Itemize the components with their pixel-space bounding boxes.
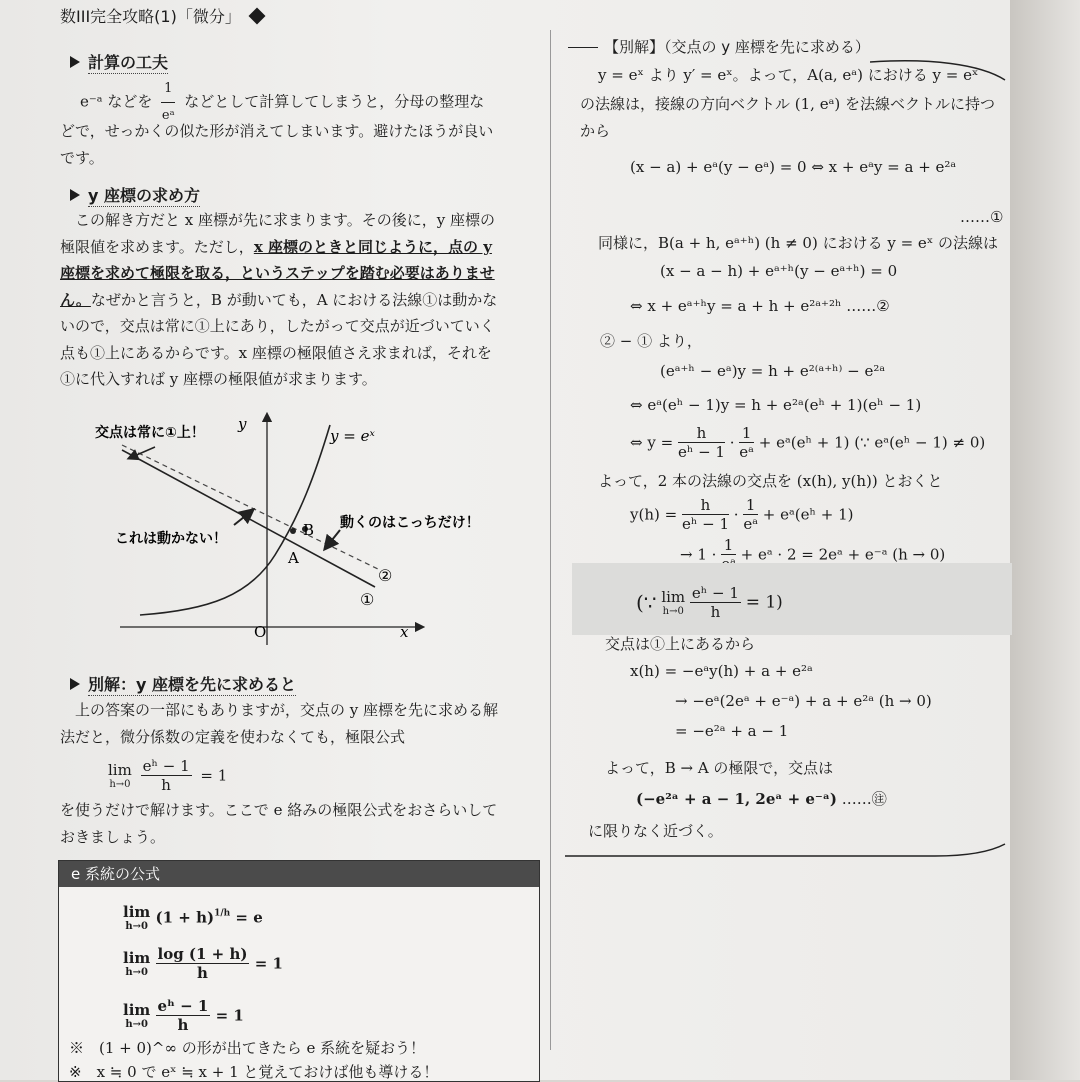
- section-alt-solution-heading: [70, 672, 296, 695]
- triangle-bullet-icon: [70, 189, 80, 201]
- frac-num: h: [678, 424, 725, 443]
- text-line: ①に代入すれば y 座標の極限値が求まります。: [60, 370, 377, 388]
- callout1-arrow: [132, 447, 155, 457]
- rhs: = 1: [200, 766, 228, 785]
- callout-fixed-line: これは動かない！: [115, 531, 227, 547]
- answer-line: [636, 788, 887, 809]
- header-text: 【別解】（交点の y 座標を先に求める）: [604, 38, 870, 56]
- lim: lim: [123, 949, 151, 967]
- frac-den: h: [197, 964, 208, 982]
- equation-1-tag: ……①: [960, 208, 1004, 226]
- fraction: [682, 496, 729, 533]
- right-line-1: y = eˣ より y′ = eˣ。よって，A(a, eᵃ) における y = eˣ: [598, 66, 979, 84]
- point-b-label: B: [303, 521, 315, 539]
- page-header: [60, 4, 263, 27]
- equation-6: [630, 424, 985, 461]
- text-line: どで，せっかくの似た形が消えてしまいます。避けたほうが良い: [60, 122, 494, 140]
- y-axis-label: y: [238, 415, 247, 433]
- hint-formula: [636, 584, 783, 621]
- eq-text: ⇔ x + eᵃ⁺ʰy = a + h + e²ᵃ⁺²ʰ: [630, 297, 842, 315]
- equation-4: (eᵃ⁺ʰ − eᵃ)y = h + e²⁽ᵃ⁺ʰ⁾ − e²ᵃ: [660, 362, 886, 380]
- lim-op: [108, 761, 132, 790]
- callout-moving-line: 動くのはこっちだけ！: [340, 515, 480, 531]
- section-title: 計算の工夫: [88, 53, 169, 72]
- lim: lim: [661, 588, 686, 606]
- box-title: e 系統の公式: [59, 861, 539, 887]
- header-rule: [568, 47, 598, 48]
- line1-label: ①: [360, 590, 375, 609]
- rhs: = e: [235, 908, 263, 927]
- equation-1: (x − a) + eᵃ(y − eᵃ) = 0 ⇔ x + eᵃy = a + e²ᵃ: [630, 158, 957, 176]
- equation-9: x(h) = −eᵃy(h) + a + e²ᵃ: [630, 662, 813, 680]
- text: 極限値を求めます。ただし，: [60, 237, 254, 256]
- lim-sub: h→0: [125, 967, 148, 978]
- emphasis: x 座標のときと同じように，点の y: [253, 237, 492, 256]
- base: (1 + h): [155, 908, 215, 927]
- frac-den: eᵃ: [739, 443, 754, 461]
- formula-3: [123, 997, 244, 1034]
- right-line-7: 交点は①上にあるから: [605, 635, 756, 653]
- eq-post: + eᵃ(eʰ + 1) (∵ eᵃ(eʰ − 1) ≠ 0): [758, 433, 986, 452]
- lim-op: [123, 949, 150, 978]
- normal-line-1: [122, 450, 375, 587]
- frac-num: eʰ − 1: [157, 997, 209, 1015]
- lim: lim: [123, 903, 151, 921]
- answer-tag: ……㊟: [841, 790, 887, 808]
- line2-label: ②: [378, 566, 393, 585]
- callout3-arrow: [328, 530, 340, 545]
- formula-1: [123, 903, 263, 932]
- section-title: 別解：y 座標を先に求めると: [88, 675, 297, 694]
- right-line-3: から: [580, 122, 611, 140]
- x-axis-label: x: [400, 623, 409, 641]
- frac-num: 1: [161, 76, 175, 103]
- normal-lines-graph: [60, 405, 540, 650]
- fraction: [678, 424, 725, 461]
- text: e⁻ᵃ などを: [80, 92, 153, 111]
- dot: ·: [733, 505, 739, 524]
- frac-num: eʰ − 1: [142, 757, 190, 775]
- text-line: です。: [60, 148, 104, 167]
- text-line: いので，交点は常に①上にあり，したがって交点が近づいていく: [60, 317, 495, 335]
- section-calc-tips-heading: [70, 50, 168, 73]
- page-edge: [1010, 0, 1080, 1080]
- frac-den: eʰ − 1: [677, 443, 725, 461]
- frac-den: eᵃ: [743, 515, 758, 533]
- lim-sub: h→0: [109, 779, 131, 790]
- box-note-2: ※ x ≒ 0 で eˣ ≒ x + 1 と覚えておけば他も導ける！: [69, 1063, 439, 1081]
- fraction: [156, 945, 250, 982]
- point-a-marker: [290, 528, 296, 534]
- right-line-4: 同様に，B(a + h, eᵃ⁺ʰ) (h ≠ 0) における y = eˣ の法線は: [598, 234, 998, 252]
- emphasis: ん。: [60, 290, 91, 309]
- text-line: 法だと，微分係数の定義を使わなくても，極限公式: [60, 727, 406, 746]
- lim-sub: h→0: [125, 1019, 148, 1030]
- frac-den: h: [177, 1016, 189, 1034]
- calc-tips-body: [60, 118, 540, 171]
- text-line: [60, 287, 550, 314]
- text-line: を使うだけで解けます。ここで e 絡みの極限公式をおさらいして: [60, 801, 498, 819]
- fraction: [156, 997, 211, 1034]
- lim-sub: h→0: [125, 921, 148, 932]
- column-divider: [550, 30, 551, 1050]
- right-line-2: の法線は，接線の方向ベクトル (1, eᵃ) を法線ベクトルに持つ: [580, 95, 995, 113]
- hint-post: = 1): [745, 592, 783, 613]
- alt-solution-body: [60, 697, 550, 750]
- text-line: おきましょう。: [60, 827, 166, 846]
- triangle-bullet-icon: [70, 56, 80, 68]
- section-y-coordinate-heading: [70, 183, 200, 206]
- eq-post: + eᵃ · 2 = 2eᵃ + e⁻ᵃ (h → 0): [740, 545, 946, 564]
- callout-intersection: 交点は常に①上！: [95, 425, 205, 441]
- triangle-bullet-icon: [70, 678, 80, 690]
- answer: (−e²ᵃ + a − 1, 2eᵃ + e⁻ᵃ): [636, 790, 837, 808]
- right-line-6: よって，2 本の法線の交点を (x(h), y(h)) とおくと: [598, 472, 943, 490]
- rhs: = 1: [215, 1006, 244, 1025]
- exp-curve: [140, 425, 330, 615]
- fraction: [739, 424, 754, 461]
- curve-label: y = eˣ: [330, 427, 375, 445]
- frac-den: h: [710, 603, 721, 621]
- lim-op: [123, 903, 150, 932]
- equation-3: [630, 297, 890, 315]
- y-coordinate-body: [60, 207, 550, 393]
- eq-post: + eᵃ(eʰ + 1): [762, 505, 854, 524]
- text-line: 点も①上にあるからです。x 座標の極限値さえ求まれば，それを: [60, 343, 492, 362]
- exponent: 1/h: [214, 908, 231, 919]
- alt-solution-header: [568, 36, 870, 57]
- equation-2: (x − a − h) + eᵃ⁺ʰ(y − eᵃ⁺ʰ) = 0: [660, 262, 898, 280]
- point-a-label: A: [288, 549, 299, 567]
- rhs: = 1: [254, 954, 283, 973]
- lim-sub: h→0: [662, 606, 684, 617]
- frac-num: 1: [721, 536, 736, 555]
- eq-pre: → 1 ·: [680, 545, 717, 564]
- alt-solution-body2: [60, 797, 550, 850]
- text-line: [60, 234, 550, 261]
- hint-pre: (∵: [636, 590, 657, 615]
- fraction: [743, 496, 758, 533]
- equation-5: ⇔ eᵃ(eʰ − 1)y = h + e²ᵃ(eʰ + 1)(eʰ − 1): [630, 396, 922, 414]
- box-note-1: ※ (1 + 0)^∞ の形が出てきたら e 系統を疑おう！: [69, 1039, 426, 1057]
- text-line: 上の答案の一部にもありますが，交点の y 座標を先に求める解: [75, 701, 499, 719]
- equation-10: → −eᵃ(2eᵃ + e⁻ᵃ) + a + e²ᵃ (h → 0): [675, 692, 932, 710]
- section-title: y 座標の求め方: [88, 186, 201, 205]
- diamond-icon: [248, 8, 265, 25]
- right-line-8: よって，B → A の極限で，交点は: [605, 759, 834, 777]
- emphasis-line: 座標を求めて極限を取る，というステップを踏む必要はありませ: [60, 264, 495, 282]
- lim: lim: [123, 1001, 151, 1019]
- origin-label: O: [254, 623, 267, 641]
- end-rule: [565, 838, 1010, 860]
- eq-tag: ……②: [846, 297, 890, 315]
- text: なぜかと言うと，B が動いても，A における法線①は動かな: [90, 290, 498, 309]
- equation-7: [630, 496, 854, 533]
- frac-num: log (1 + h): [157, 945, 248, 963]
- lim: lim: [108, 761, 132, 779]
- e-formula-box: [58, 860, 540, 1082]
- normal-line-2: [122, 445, 380, 570]
- eq-pre: ⇔ y =: [630, 433, 674, 452]
- frac-den: h: [161, 776, 171, 794]
- right-line-9: に限りなく近づく。: [588, 822, 723, 840]
- frac-den: eᵃ: [161, 108, 175, 123]
- eq-pre: y(h) =: [630, 505, 678, 524]
- formula-2: [123, 945, 283, 982]
- frac-num: 1: [743, 496, 758, 515]
- right-line-5: ② − ① より，: [600, 332, 702, 350]
- text-line: この解き方だと x 座標が先に求まります。その後に，y 座標の: [75, 211, 496, 229]
- frac-num: 1: [739, 424, 754, 443]
- frac-num: h: [682, 496, 729, 515]
- dot: ·: [729, 433, 735, 452]
- lim-op: [661, 588, 685, 617]
- frac-den: eʰ − 1: [681, 515, 729, 533]
- lim-op: [123, 1001, 150, 1030]
- frac-num: eʰ − 1: [691, 584, 739, 602]
- text: などとして計算してしまうと，分母の整理な: [184, 92, 485, 111]
- fraction: [690, 584, 741, 621]
- fraction: [141, 757, 192, 794]
- limit-formula: [108, 757, 227, 794]
- header-title: 数III完全攻略(1)「微分」: [60, 7, 241, 26]
- equation-11: = −e²ᵃ + a − 1: [675, 722, 789, 740]
